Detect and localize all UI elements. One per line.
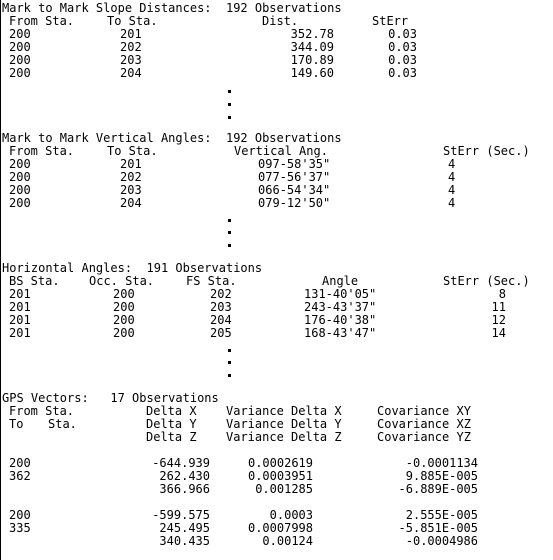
gps-header-cov-yz: Covariance YZ: [377, 430, 471, 444]
gps-header-cov-xy: Covariance XY: [377, 404, 471, 418]
gps-header-var-z: Variance Delta Z: [226, 430, 342, 444]
horizontal-header-fs: FS Sta.: [186, 274, 237, 288]
continuation-dot: [228, 231, 231, 234]
slope-row-from: 200: [9, 27, 31, 41]
slope-row-sterr: 0.03: [388, 40, 417, 54]
vertical-row-sterr: 4: [448, 196, 456, 210]
horizontal-row-angle: 131-40'05": [304, 287, 377, 301]
horizontal-row-occ: 200: [113, 300, 135, 314]
continuation-dot: [228, 219, 231, 222]
vertical-row-sterr: 4: [448, 157, 456, 171]
gps-header-cov-xz: Covariance XZ: [377, 417, 471, 431]
vertical-row-to: 204: [120, 196, 142, 210]
vertical-row-to: 203: [120, 183, 142, 197]
gps-variance-value: 0.0003951: [247, 469, 313, 483]
left-border: [0, 0, 1, 560]
slope-row-from: 200: [9, 53, 31, 67]
horizontal-row-bs: 201: [9, 313, 31, 327]
slope-row-to: 201: [120, 27, 142, 41]
slope-row-to: 203: [120, 53, 142, 67]
vertical-header-ang: Vertical Ang.: [234, 144, 328, 158]
gps-header-to-sta: Sta.: [48, 417, 77, 431]
gps-delta-value: -644.939: [152, 456, 210, 470]
gps-variance-value: 0.0003: [269, 508, 313, 522]
gps-delta-value: 366.966: [159, 482, 210, 496]
horizontal-row-sterr: 8: [498, 287, 506, 301]
gps-delta-value: 262.430: [159, 469, 210, 483]
slope-header-from: From Sta.: [9, 14, 75, 28]
continuation-dot: [228, 244, 231, 247]
continuation-dot: [228, 90, 231, 93]
gps-block-to: 362: [9, 469, 31, 483]
horizontal-row-fs: 202: [210, 287, 232, 301]
gps-header-delta-z: Delta Z: [146, 430, 197, 444]
vertical-header-sterr: StErr (Sec.): [443, 144, 530, 158]
gps-header-var-x: Variance Delta X: [226, 404, 342, 418]
gps-covariance-value: -6.889E-005: [398, 482, 478, 496]
gps-section-title: GPS Vectors: 17 Observations: [2, 391, 219, 405]
gps-delta-value: -599.575: [152, 508, 210, 522]
slope-row-dist: 170.89: [290, 53, 334, 67]
continuation-dot: [228, 374, 231, 377]
vertical-row-from: 200: [9, 170, 31, 184]
horizontal-row-occ: 200: [113, 313, 135, 327]
gps-covariance-value: -5.851E-005: [398, 521, 478, 535]
continuation-dot: [228, 116, 231, 119]
vertical-row-to: 202: [120, 170, 142, 184]
gps-block-from: 200: [9, 456, 31, 470]
vertical-row-to: 201: [120, 157, 142, 171]
vertical-row-sterr: 4: [448, 170, 456, 184]
horizontal-row-angle: 176-40'38": [304, 313, 377, 327]
gps-delta-value: 340.435: [159, 534, 210, 548]
gps-block-to: 335: [9, 521, 31, 535]
horizontal-row-bs: 201: [9, 287, 31, 301]
gps-variance-value: 0.001285: [255, 482, 313, 496]
continuation-dot: [228, 349, 231, 352]
slope-row-dist: 352.78: [290, 27, 334, 41]
gps-variance-value: 0.0007998: [247, 521, 313, 535]
horizontal-header-angle: Angle: [322, 274, 359, 288]
slope-header-sterr: StErr: [372, 14, 409, 28]
gps-covariance-value: 2.555E-005: [405, 508, 478, 522]
slope-header-to: To Sta.: [107, 14, 158, 28]
continuation-dot: [228, 361, 231, 364]
slope-row-dist: 344.09: [290, 40, 334, 54]
horizontal-row-angle: 168-43'47": [304, 326, 377, 340]
horizontal-row-fs: 204: [210, 313, 232, 327]
slope-row-from: 200: [9, 66, 31, 80]
gps-header-delta-y: Delta Y: [146, 417, 197, 431]
horizontal-row-bs: 201: [9, 300, 31, 314]
slope-row-sterr: 0.03: [388, 53, 417, 67]
slope-section-title: Mark to Mark Slope Distances: 192 Observations: [2, 1, 342, 15]
gps-variance-value: 0.00124: [262, 534, 313, 548]
horizontal-row-fs: 203: [210, 300, 232, 314]
continuation-dot: [228, 103, 231, 106]
vertical-row-from: 200: [9, 196, 31, 210]
slope-row-sterr: 0.03: [388, 27, 417, 41]
slope-row-dist: 149.60: [290, 66, 334, 80]
horizontal-row-angle: 243-43'37": [304, 300, 377, 314]
gps-variance-value: 0.0002619: [247, 456, 313, 470]
horizontal-row-occ: 200: [113, 326, 135, 340]
horizontal-header-sterr: StErr (Sec.): [443, 274, 530, 288]
horizontal-header-occ: Occ. Sta.: [89, 274, 155, 288]
vertical-row-from: 200: [9, 157, 31, 171]
vertical-row-ang: 079-12'50": [258, 196, 331, 210]
horizontal-row-occ: 200: [113, 287, 135, 301]
vertical-row-from: 200: [9, 183, 31, 197]
vertical-row-ang: 066-54'34": [258, 183, 331, 197]
horizontal-row-sterr: 12: [491, 313, 506, 327]
horizontal-header-bs: BS Sta.: [9, 274, 60, 288]
gps-delta-value: 245.495: [159, 521, 210, 535]
gps-covariance-value: -0.0001134: [405, 456, 478, 470]
slope-row-to: 204: [120, 66, 142, 80]
slope-row-to: 202: [120, 40, 142, 54]
horizontal-row-fs: 205: [210, 326, 232, 340]
horizontal-section-title: Horizontal Angles: 191 Observations: [2, 261, 263, 275]
gps-header-delta-x: Delta X: [146, 404, 197, 418]
horizontal-row-sterr: 11: [491, 300, 506, 314]
vertical-row-sterr: 4: [448, 183, 456, 197]
gps-covariance-value: -0.0004986: [405, 534, 478, 548]
slope-row-sterr: 0.03: [388, 66, 417, 80]
vertical-section-title: Mark to Mark Vertical Angles: 192 Observations: [2, 131, 342, 145]
gps-header-var-y: Variance Delta Y: [226, 417, 342, 431]
gps-header-from: From Sta.: [9, 404, 75, 418]
vertical-header-from: From Sta.: [9, 144, 75, 158]
vertical-row-ang: 077-56'37": [258, 170, 331, 184]
vertical-row-ang: 097-58'35": [258, 157, 331, 171]
gps-block-from: 200: [9, 508, 31, 522]
gps-covariance-value: 9.885E-005: [405, 469, 478, 483]
slope-header-dist: Dist.: [262, 14, 299, 28]
horizontal-row-sterr: 14: [491, 326, 506, 340]
vertical-header-to: To Sta.: [107, 144, 158, 158]
slope-row-from: 200: [9, 40, 31, 54]
gps-header-to: To: [9, 417, 24, 431]
horizontal-row-bs: 201: [9, 326, 31, 340]
